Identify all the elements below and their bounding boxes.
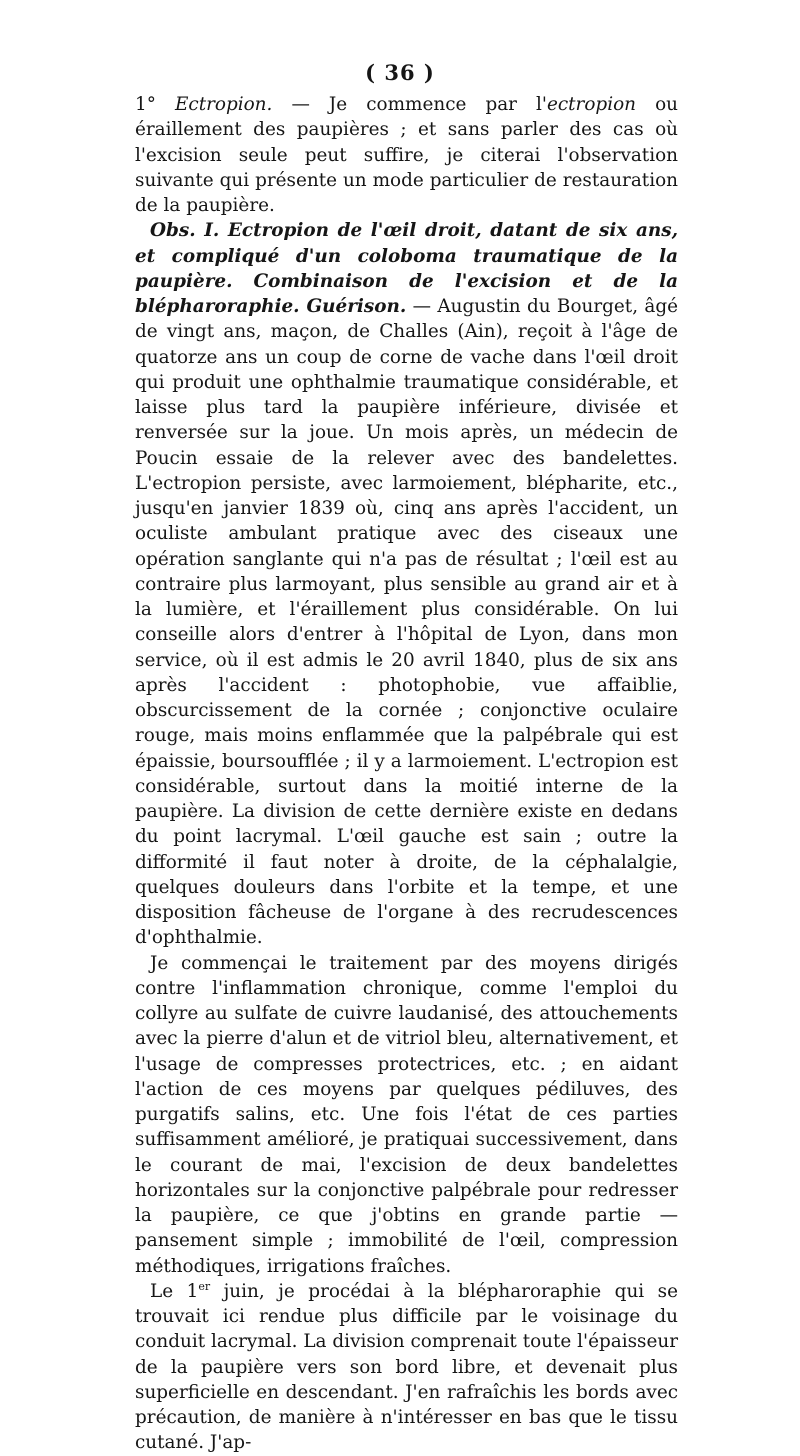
page-body <box>135 92 678 1456</box>
paragraph-blepharoraphy <box>135 1279 678 1456</box>
text-run: ectropion <box>546 94 636 115</box>
text-run: Je commençai le traitement par des moyens dirigés contre l'inflammation chronique, comme l'emploi du collyre au sulfate de cuivre laudanisé, des attouchements avec la pierre d'alun et de vitriol bleu, alternativement, et l'usage de compresses protectrices, etc. ; en aidant l'action de ces moyens par quelques pédiluves, des purgatifs salins, etc. Une fois l'état de ces parties suffisamment amélioré, je pratiquai successivement, dans le courant de mai, l'excision de deux bandelettes horizontales sur la conjonctive palpébrale pour redresser la paupière, ce que j'obtins en grande partie — pansement simple ; immobilité de l'œil, compression méthodiques, irrigations fraîches. <box>135 952 678 1277</box>
paragraph-observation-1 <box>135 218 678 950</box>
page-number: ( 36 ) <box>365 60 435 85</box>
text-run: ou éraillement des paupières ; et sans parler des cas où l'excision seule peut suffire, je citerai l'observation suivante qui présente un mode particulier de restauration de la paupière. <box>135 94 678 216</box>
paragraph-ectropion-intro <box>135 92 678 218</box>
text-run: Ectropion. <box>174 94 273 115</box>
text-run: 1° <box>135 94 175 115</box>
paragraph-treatment <box>135 951 678 1279</box>
text-run: Obs. I. Ectropion de l'œil droit, datant de six ans, et compliqué d'un coloboma traumatique de la paupière. Combinaison de l'excision et de la blépharoraphie. Guérison. <box>135 220 678 317</box>
text-run: juin, je procédai à la blépharoraphie qui se trouvait ici rendue plus difficile par le voisinage du conduit lacrymal. La division comprenait toute l'épaisseur de la paupière vers son bord libre, et devenait plus superficielle en descendant. J'en rafraîchis les bords avec précaution, de manière à n'intéresser en bas que le tissu cutané. J'ap- <box>135 1280 678 1454</box>
text-run: — Je commence par l' <box>272 94 547 115</box>
text-run: Le 1 <box>150 1280 199 1302</box>
text-run: er <box>198 1279 211 1293</box>
text-run: — Augustin du Bourget, âgé de vingt ans, maçon, de Challes (Ain), reçoit à l'âge de quatorze ans un coup de corne de vache dans l'œil droit qui produit une ophthalmie traumatique considérable, et laisse plus tard la paupière inférieure, divisée et renversée sur la joue. Un mois après, un médecin de Poucin essaie de la relever avec des bandelettes. L'ectropion persiste, avec larmoiement, blépharite, etc., jusqu'en janvier 1839 où, cinq ans après l'accident, un oculiste ambulant pratique avec des ciseaux une opération sanglante qui n'a pas de résultat ; l'œil est au contraire plus larmoyant, plus sensible au grand air et à la lumière, et l'éraillement plus considérable. On lui conseille alors d'entrer à l'hôpital de Lyon, dans mon service, où il est admis le 20 avril 1840, plus de six ans après l'accident : photophobie, vue affaiblie, obscurcissement de la cornée ; conjonctive oculaire rouge, mais moins enflammée que la palpébrale qui est épaissie, boursoufflée ; il y a larmoiement. L'ectropion est considérable, surtout dans la moitié interne de la paupière. La division de cette dernière existe en dedans du point lacrymal. L'œil gauche est sain ; outre la difformité il faut noter à droite, de la céphalalgie, quelques douleurs dans l'orbite et la tempe, et une disposition fâcheuse de l'organe à des recrudescences d'ophthalmie. <box>135 296 678 949</box>
